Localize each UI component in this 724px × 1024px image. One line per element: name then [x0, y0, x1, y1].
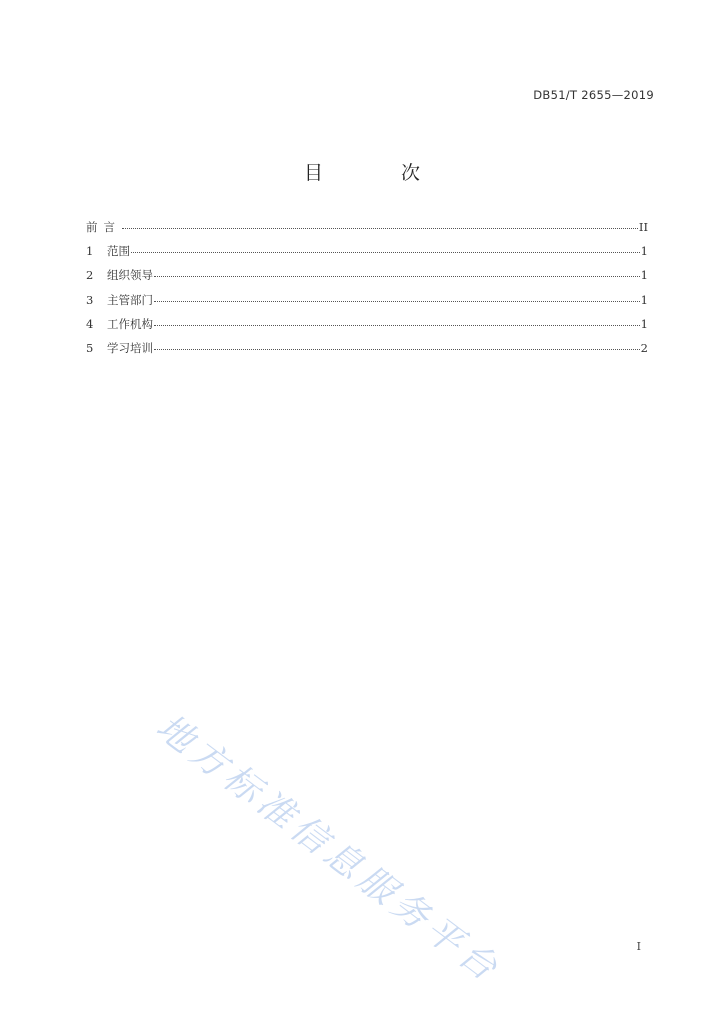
toc-entry-page: 1	[640, 316, 648, 331]
toc-entry-label: 学习培训	[107, 340, 153, 355]
toc-entry-number: 4	[86, 316, 94, 331]
toc-entry[interactable]	[86, 292, 648, 316]
toc-entry-label: 前言	[86, 220, 121, 234]
toc-leader-dots	[131, 252, 640, 253]
toc-entry-number: 2	[86, 268, 94, 283]
toc-title: 目 次	[303, 162, 457, 184]
toc-entry-label: 工作机构	[107, 316, 153, 331]
document-code: DB51/T 2655—2019	[533, 88, 654, 102]
toc-entry-number: 1	[86, 244, 94, 259]
toc-leader-dots	[154, 349, 640, 350]
toc-entry-page: 1	[640, 244, 648, 259]
toc-leader-dots	[154, 276, 640, 277]
toc-entry[interactable]	[86, 340, 648, 364]
toc-entry-label: 主管部门	[107, 292, 153, 307]
toc-entry-label: 范围	[107, 244, 130, 259]
toc-entry-page: 2	[640, 340, 648, 355]
toc-entry-page: II	[638, 220, 648, 234]
table-of-contents	[86, 219, 648, 364]
toc-entry-number: 5	[86, 340, 94, 355]
page-number: I	[636, 940, 641, 953]
toc-leader-dots	[154, 325, 640, 326]
toc-entry[interactable]	[86, 316, 648, 340]
toc-entry[interactable]	[86, 267, 648, 291]
toc-entry-number: 3	[86, 292, 94, 307]
toc-entry-page: 1	[640, 268, 648, 283]
toc-entry-page: 1	[640, 292, 648, 307]
toc-entry-label: 组织领导	[107, 268, 153, 283]
toc-leader-dots	[154, 301, 640, 302]
toc-entry[interactable]	[86, 243, 648, 267]
toc-entry[interactable]	[86, 219, 648, 243]
watermark: 地方标准信息服务平台	[148, 706, 509, 992]
toc-leader-dots	[122, 228, 638, 229]
